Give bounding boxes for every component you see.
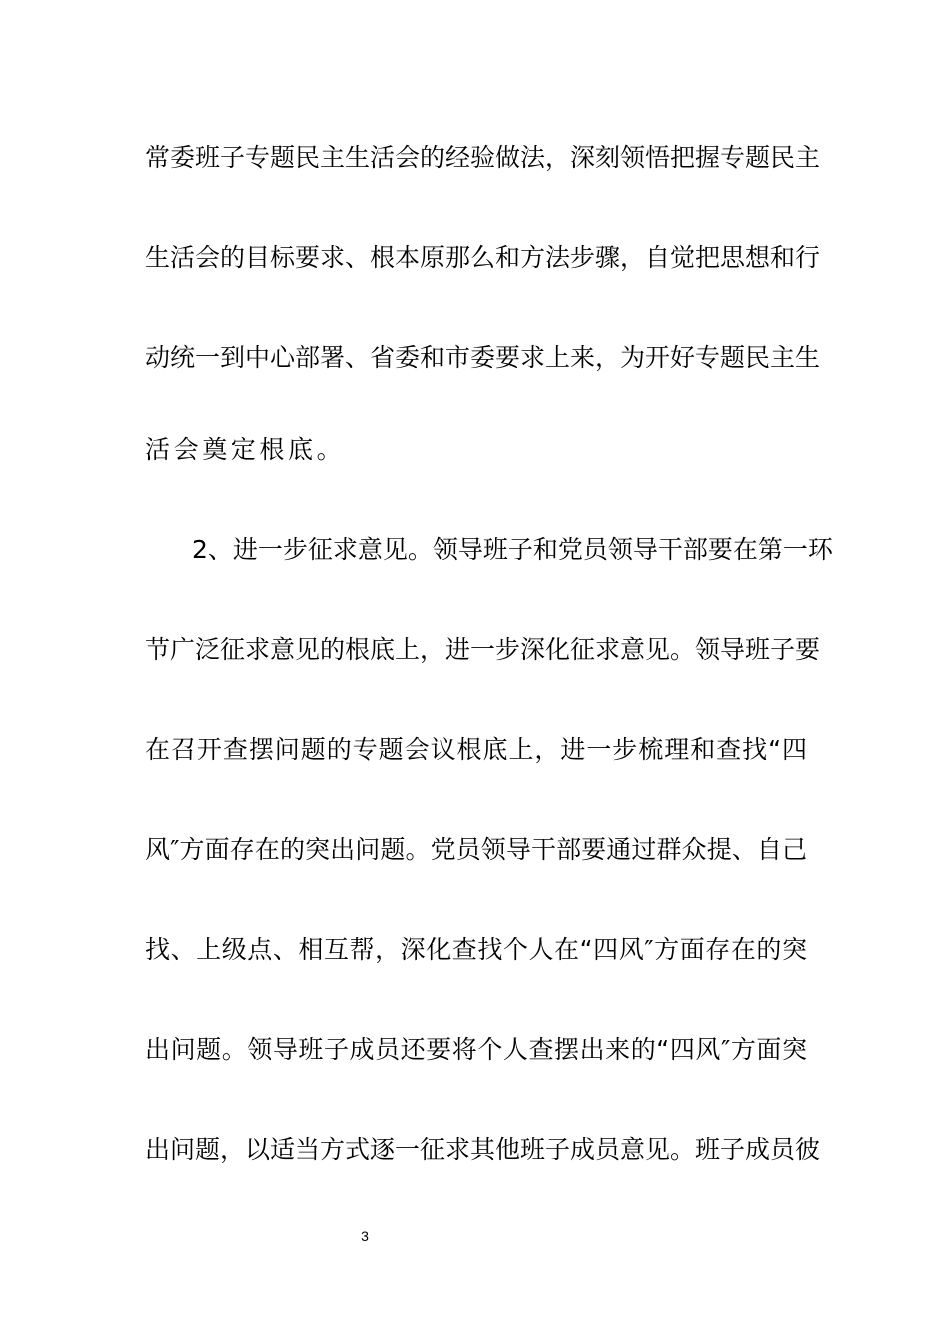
- body-text-line: 出问题，以适当方式逐一征求其他班子成员意见。班子成员彼: [145, 1135, 821, 1164]
- body-text-line: 动统一到中心部署、省委和市委要求上来，为开好专题民主生: [145, 343, 821, 372]
- body-text-line: 生活会的目标要求、根本原那么和方法步骤，自觉把思想和行: [145, 243, 821, 272]
- paragraph-first-line: 2、进一步征求意见。领导班子和党员领导干部要在第一环: [192, 535, 833, 564]
- body-text-line: 找、上级点、相互帮，深化查找个人在“四风″方面存在的突: [145, 935, 807, 964]
- body-text-line: 风″方面存在的突出问题。党员领导干部要通过群众提、自己: [145, 835, 807, 864]
- body-text-line: 活会奠定根底。: [145, 435, 346, 464]
- page-number: 3: [361, 1228, 369, 1244]
- body-text-line: 常委班子专题民主生活会的经验做法，深刻领悟把握专题民主: [145, 143, 821, 172]
- body-text-line: 在召开查摆问题的专题会议根底上，进一步梳理和查找“四: [145, 735, 807, 764]
- body-text-line: 出问题。领导班子成员还要将个人查摆出来的“四风″方面突: [145, 1035, 807, 1064]
- body-text-line: 节广泛征求意见的根底上，进一步深化征求意见。领导班子要: [145, 635, 821, 664]
